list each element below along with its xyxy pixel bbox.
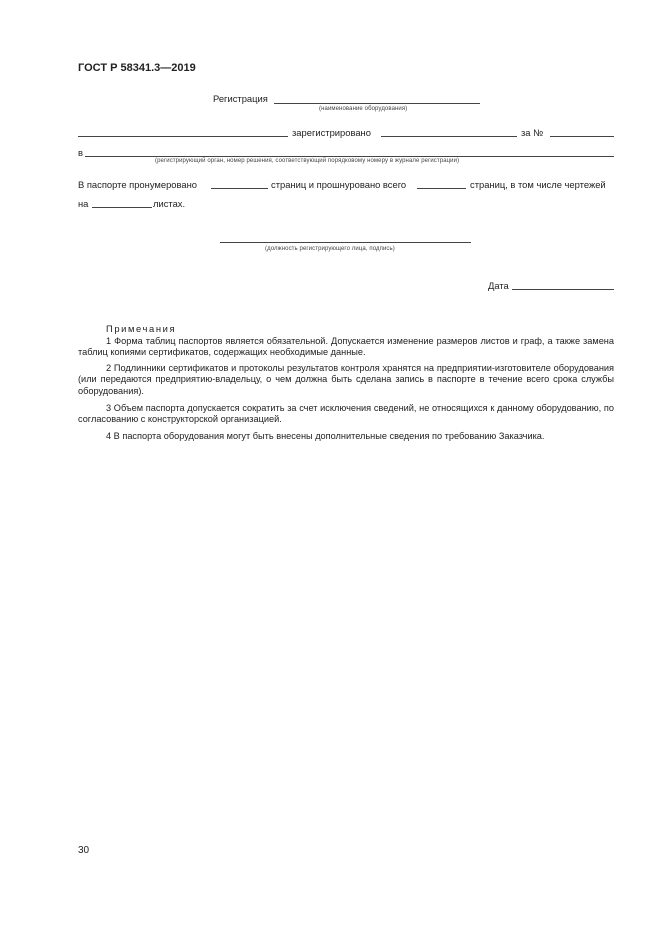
pages-drawings-label: страниц, в том числе чертежей	[470, 179, 606, 190]
page-number: 30	[78, 845, 90, 856]
date-label: Дата	[488, 280, 509, 291]
sheets-label: листах.	[153, 198, 186, 209]
signature-blank[interactable]	[220, 242, 471, 243]
registering-body-caption: (регистрирующий орган, номер решения, соответствующий порядковому номеру в журнале регистрации)	[155, 158, 460, 164]
signature-caption: (должность регистрирующего лица, подпись)	[265, 246, 395, 252]
numbered-label: В паспорте пронумеровано	[78, 179, 197, 190]
registration-blank[interactable]	[274, 103, 480, 104]
registrant-blank[interactable]	[78, 136, 288, 137]
pages-laced-label: страниц и прошнуровано всего	[271, 179, 407, 190]
laced-pages-blank[interactable]	[417, 188, 466, 189]
note-item: 2 Подлинники сертификатов и протоколы результатов контроля хранятся на предприятии-изготовителе оборудования (или передаются предприятию-владельцу, о чем должна быть сделана запись в паспорте в течение всего срока службы оборудования).	[78, 363, 614, 396]
standard-code: ГОСТ Р 58341.3—2019	[78, 62, 196, 74]
registered-blank[interactable]	[381, 136, 517, 137]
sheets-blank[interactable]	[92, 207, 152, 208]
registering-body-blank[interactable]	[85, 156, 614, 157]
registration-caption: (наименование оборудования)	[319, 106, 408, 112]
note-item: 3 Объем паспорта допускается сократить за счет исключения сведений, не относящихся к данному оборудованию, по согласованию с конструкторской организацией.	[78, 403, 614, 425]
in-label: в	[78, 147, 83, 158]
notes-title: Примечания	[106, 323, 177, 334]
date-blank[interactable]	[512, 289, 614, 290]
numbered-pages-blank[interactable]	[211, 188, 268, 189]
note-item: 4 В паспорта оборудования могут быть внесены дополнительные сведения по требованию Заказчика.	[106, 431, 545, 441]
registered-label: зарегистрировано	[292, 127, 371, 138]
number-blank[interactable]	[550, 136, 614, 137]
registration-label: Регистрация	[213, 93, 268, 104]
number-label: за №	[521, 127, 544, 138]
on-label: на	[78, 198, 89, 209]
note-item: 1 Форма таблиц паспортов является обязательной. Допускается изменение размеров листов и граф, а также замена таблиц копиями сертификатов, содержащих необходимые данные.	[78, 336, 614, 358]
